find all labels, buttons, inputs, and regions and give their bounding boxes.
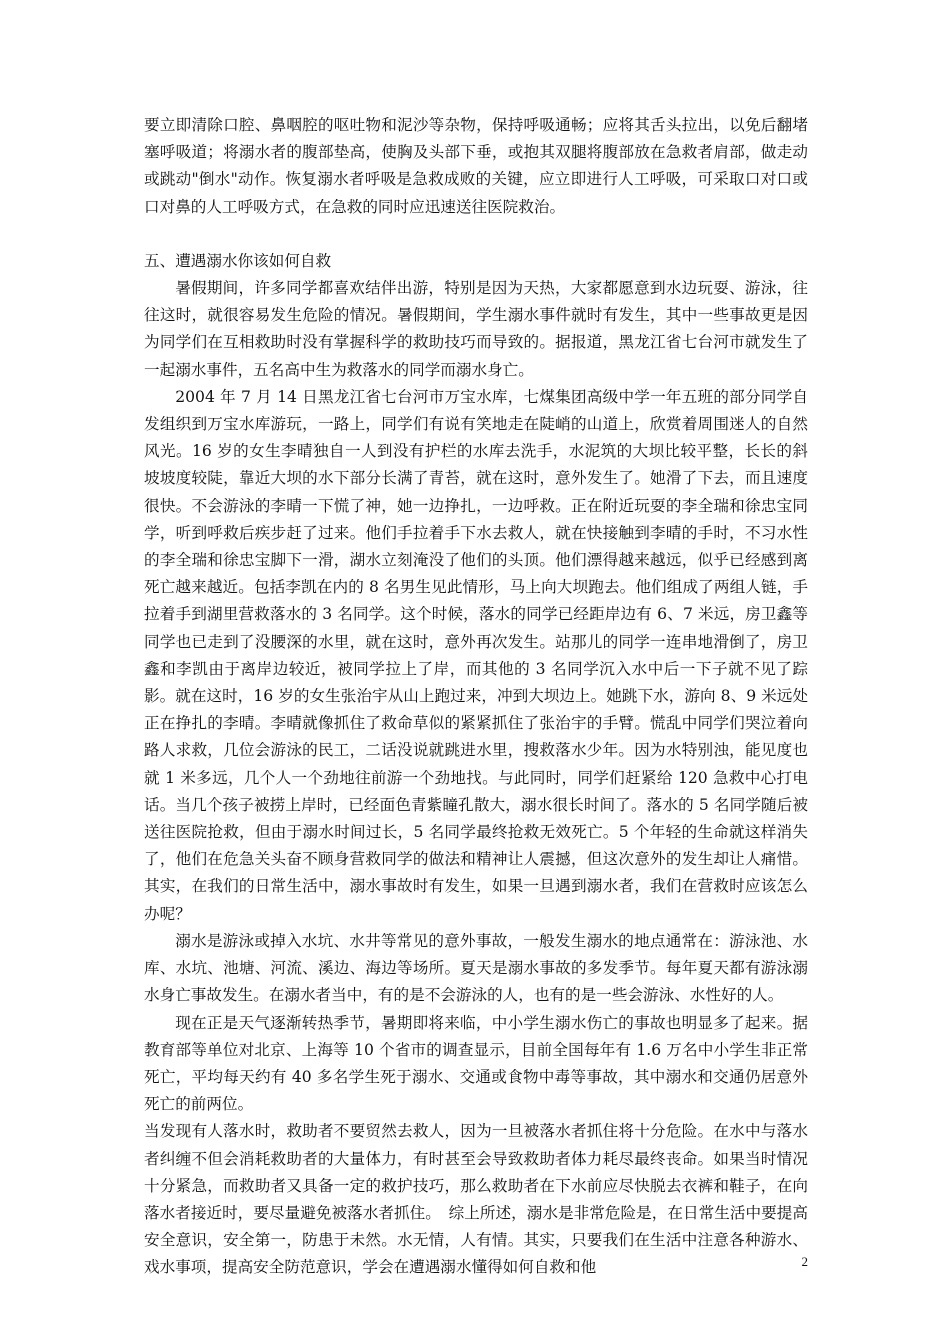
paragraph-first-aid: 要立即清除口腔、鼻咽腔的呕吐物和泥沙等杂物，保持呼吸通畅；应将其舌头拉出，以免后翻堵塞呼吸道；将溺水者的腹部垫高，使胸及头部下垂，或抱其双腿将腹部放在急救者肩部，做走动或跳动"倒水"动作。恢复溺水者呼吸是急救成败的关键，应立即进行人工呼吸，可采取口对口或口对鼻的人工呼吸方式，在急救的同时应迅速送往医院救治。: [144, 116, 808, 216]
paragraph-statistics: 现在正是天气逐渐转热季节，暑期即将来临，中小学生溺水伤亡的事故也明显多了起来。据教育部等单位对北京、上海等 10 个省市的调查显示，目前全国每年有 1.6 万名中小学生非正常死亡，平均每天约有 40 多名学生死于溺水、交通或食物中毒等事故，其中溺水和交通仍居意外死亡的前两位。: [144, 1013, 808, 1114]
paragraph-drowning-definition: 溺水是游泳或掉入水坑、水井等常见的意外事故，一般发生溺水的地点通常在：游泳池、水库、水坑、池塘、河流、溪边、海边等场所。夏天是溺水事故的多发季节。每年夏天都有游泳溺水身亡事故发生。在溺水者当中，有的是不会游泳的人，也有的是一些会游泳、水性好的人。: [144, 931, 808, 1005]
paragraph-rescue-advice: 当发现有人落水时，救助者不要贸然去救人，因为一旦被落水者抓住将十分危险。在水中与落水者纠缠不但会消耗救助者的大量体力，有时甚至会导致救助者体力耗尽最终丧命。如果当时情况十分紧急，而救助者又具备一定的救护技巧，那么救助者在下水前应尽快脱去衣裤和鞋子，在向落水者接近时，要尽量避免被落水者抓住。 综上所述，溺水是非常危险是，在日常生活中要提高安全意识，安全第一，防患于未然。水无情，人有情。其实，只要我们在生活中注意各种游水、戏水事项，提高安全防范意识，学会在遭遇溺水懂得如何自救和他: [144, 1122, 808, 1277]
page-number: 2: [801, 1254, 808, 1269]
section-heading: 五、遭遇溺水你该如何自救: [144, 251, 332, 270]
paragraph-gap: [144, 221, 808, 248]
paragraph-incident: 2004 年 7 月 14 日黑龙江省七台河市万宝水库，七煤集团高级中学一年五班的部分同学自发组织到万宝水库游玩，一路上，同学们有说有笑地走在陡峭的山道上，欣赏着周围迷人的自然风光。16 岁的女生李晴独自一人到没有护栏的水库去洗手，水泥筑的大坝比较平整，长长的斜坡坡度较陡，靠近大坝的水下部分长满了青苔，就在这时，意外发生了。她滑了下去，而且速度很快。不会游泳的李晴一下慌了神，她一边挣扎，一边呼救。正在附近玩耍的李全瑞和徐忠宝同学，听到呼救后疾步赶了过来。他们手拉着手下水去救人，就在快接触到李晴的手时，不习水性的李全瑞和徐忠宝脚下一滑，湖水立刻淹没了他们的头顶。他们漂得越来越远，似乎已经感到离死亡越来越近。包括李凯在内的 8 名男生见此情形，马上向大坝跑去。他们组成了两组人链，手拉着手到湖里营救落水的 3 名同学。这个时候，落水的同学已经距岸边有 6、7 米远，房卫鑫等同学也已走到了没腰深的水里，就在这时，意外再次发生。站那儿的同学一连串地滑倒了，房卫鑫和李凯由于离岸边较近，被同学拉上了岸，而其他的 3 名同学沉入水中后一下子就不见了踪影。就在这时，16 岁的女生张治宇从山上跑过来，冲到大坝边上。她跳下水，游向 8、9 米远处正在挣扎的李晴。李晴就像抓住了救命草似的紧紧抓住了张治宇的手臂。慌乱中同学们哭泣着向路人求救，几位会游泳的民工，二话没说就跳进水里，搜救落水少年。因为水特别浊，能见度也就 1 米多远，几个人一个劲地往前游一个劲地找。与此同时，同学们赶紧给 120 急救中心打电话。当几个孩子被捞上岸时，已经面色青紫瞳孔散大，溺水很长时间了。落水的 5 名同学随后被送往医院抢救，但由于溺水时间过长，5 名同学最终抢救无效死亡。5 个年轻的生命就这样消失了，他们在危急关头奋不顾身营救同学的做法和精神让人震撼，但这次意外的发生却让人痛惜。其实，在我们的日常生活中，溺水事故时有发生，如果一旦遇到溺水者，我们在营救时应该怎么办呢？: [144, 387, 808, 923]
body-text: [144, 112, 808, 1282]
paragraph-summer: 暑假期间，许多同学都喜欢结伴出游，特别是因为天热，大家都愿意到水边玩耍、游泳，往往这时，就很容易发生危险的情况。暑假期间，学生溺水事件就时有发生，其中一些事故更是因为同学们在互相救助时没有掌握科学的救助技巧而导致的。据报道，黑龙江省七台河市就发生了一起溺水事件，五名高中生为救落水的同学而溺水身亡。: [144, 279, 808, 379]
